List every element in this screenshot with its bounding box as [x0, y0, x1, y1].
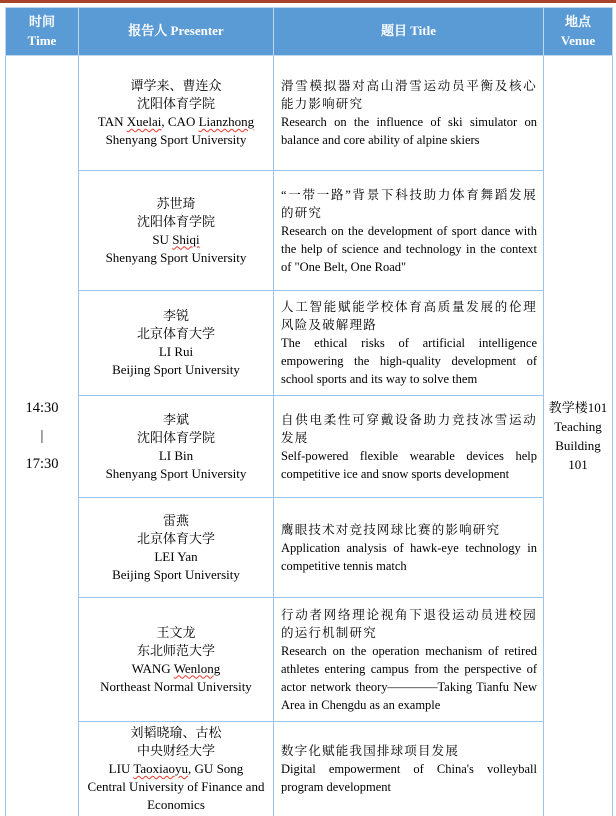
header-venue-zh: 地点	[564, 13, 591, 29]
presenter-name-zh: 刘韬晓瑜、古松	[130, 725, 222, 740]
header-time-zh: 时间	[28, 13, 55, 29]
time-cell	[6, 56, 79, 816]
title-cell	[274, 598, 544, 722]
talk-title-zh: 数字化赋能我国排球项目发展	[281, 744, 460, 758]
talk-title-en: Digital empowerment of China's volleyball program development	[281, 762, 537, 794]
misspelled-word: Lianzhong	[198, 114, 255, 129]
presenter-affiliation-zh: 沈阳体育学院	[136, 213, 215, 229]
presenter-cell	[79, 498, 274, 598]
talk-title-en: The ethical risks of artificial intelligence empowering the high-quality development of school sports and its way to solve them	[281, 336, 537, 386]
venue-zh: 教学楼101	[548, 400, 608, 415]
presenter-cell	[79, 396, 274, 498]
presenter-name-zh: 李斌	[162, 411, 189, 427]
talk-title-en: Application analysis of hawk-eye technology in competitive tennis match	[281, 540, 537, 573]
header-venue-en: Venue	[560, 32, 596, 48]
presenter-affiliation-en: Beijing Sport University	[112, 362, 240, 377]
venue-cell	[544, 56, 613, 816]
title-cell	[274, 722, 544, 816]
presenter-affiliation-zh: 沈阳体育学院	[136, 429, 215, 445]
misspelled-word: Wenlong	[173, 660, 221, 676]
presenter-cell	[79, 171, 274, 291]
talk-title-zh: 自供电柔性可穿戴设备助力竞技冰雪运动发展	[281, 412, 537, 445]
talk-title-zh: 人工智能赋能学校体育高质量发展的伦理风险及破解理路	[281, 300, 537, 332]
talk-title-en: Research on the operation mechanism of retired athletes entering campus from the perspective of actor network theory————​Taking Tianfu New Area in Chengdu as an example	[281, 643, 537, 712]
talk-title-zh: 行动者网络理论视角下退役运动员进校园的运行机制研究	[281, 607, 537, 640]
table-row	[6, 396, 613, 498]
presenter-affiliation-en: Central University of Finance and Economics	[87, 779, 265, 812]
presenter-cell	[79, 598, 274, 722]
presenter-affiliation-en: Beijing Sport University	[112, 566, 240, 582]
talk-title-en: Research on the development of sport dance with the help of science and technology in the context of "One Belt, One Road"	[281, 223, 537, 274]
presenter-affiliation-zh: 北京体育大学	[136, 326, 215, 341]
presenter-name-en	[83, 548, 269, 566]
presenter-affiliation-en: Shenyang Sport University	[105, 465, 247, 481]
header-time-en: Time	[27, 32, 57, 48]
table-row	[6, 498, 613, 598]
name-segment: , GU Song	[188, 761, 244, 776]
schedule-table-wrap	[5, 7, 612, 816]
header-time	[6, 8, 79, 56]
name-segment: LI Bin	[158, 447, 194, 463]
title-cell	[274, 56, 544, 171]
talk-title-en: Self-powered flexible wearable devices help competitive ice and snow sports development	[281, 448, 537, 481]
header-row	[6, 8, 613, 56]
name-segment: TAN	[97, 114, 127, 129]
header-title: 题目 Title	[274, 8, 544, 56]
table-row	[6, 598, 613, 722]
venue-en: Teaching Building 101	[554, 419, 602, 472]
name-segment: SU	[152, 231, 173, 247]
presenter-affiliation-en: Shenyang Sport University	[105, 132, 247, 147]
name-segment: LI Rui	[158, 344, 194, 359]
misspelled-word: Xuelai	[126, 114, 162, 129]
time-start: 14:30	[25, 399, 59, 416]
header-presenter: 报告人 Presenter	[79, 8, 274, 56]
presenter-name-en	[83, 447, 269, 465]
top-rule-divider	[0, 0, 616, 3]
presenter-name-zh: 李锐	[162, 308, 189, 323]
presenter-cell	[79, 722, 274, 816]
presenter-name-en	[83, 343, 269, 361]
title-cell	[274, 171, 544, 291]
presenter-name-en	[83, 113, 269, 131]
presenter-name-en	[83, 660, 269, 678]
misspelled-word: Shiqi	[172, 231, 200, 247]
title-cell	[274, 396, 544, 498]
presenter-name-zh: 谭学来、曹连众	[130, 78, 222, 93]
presenter-name-zh: 苏世琦	[156, 195, 196, 211]
table-row	[6, 291, 613, 396]
time-end: 17:30	[25, 455, 59, 472]
title-cell	[274, 291, 544, 396]
schedule-body	[6, 56, 613, 816]
time-separator: |	[40, 427, 44, 444]
title-cell	[274, 498, 544, 598]
presenter-name-zh: 雷燕	[162, 512, 189, 528]
presenter-affiliation-zh: 东北师范大学	[136, 642, 215, 658]
schedule-table	[5, 7, 613, 816]
header-venue	[544, 8, 613, 56]
misspelled-word: Taoxiaoyu	[133, 761, 189, 776]
table-row	[6, 56, 613, 171]
name-segment: LIU	[108, 761, 134, 776]
table-row	[6, 722, 613, 816]
talk-title-zh: “一带一路”背景下科技助力体育舞蹈发展的研究	[281, 187, 537, 220]
presenter-cell	[79, 291, 274, 396]
table-row	[6, 171, 613, 291]
presenter-affiliation-en: Shenyang Sport University	[105, 249, 247, 265]
name-segment: WANG	[131, 660, 174, 676]
presenter-affiliation-en: Northeast Normal University	[100, 678, 252, 694]
talk-title-zh: 鹰眼技术对竞技网球比赛的影响研究	[281, 522, 501, 537]
presenter-affiliation-zh: 中央财经大学	[136, 743, 215, 758]
presenter-cell	[79, 56, 274, 171]
talk-title-en: Research on the influence of ski simulator on balance and core ability of alpine skiers	[281, 115, 537, 147]
presenter-affiliation-zh: 沈阳体育学院	[136, 96, 215, 111]
name-segment: LEI Yan	[154, 548, 198, 564]
presenter-name-zh: 王文龙	[156, 624, 196, 640]
name-segment: , CAO	[161, 114, 199, 129]
presenter-name-en	[83, 231, 269, 249]
presenter-name-en	[83, 760, 269, 778]
talk-title-zh: 滑雪模拟器对高山滑雪运动员平衡及核心能力影响研究	[281, 79, 537, 111]
presenter-affiliation-zh: 北京体育大学	[136, 530, 215, 546]
